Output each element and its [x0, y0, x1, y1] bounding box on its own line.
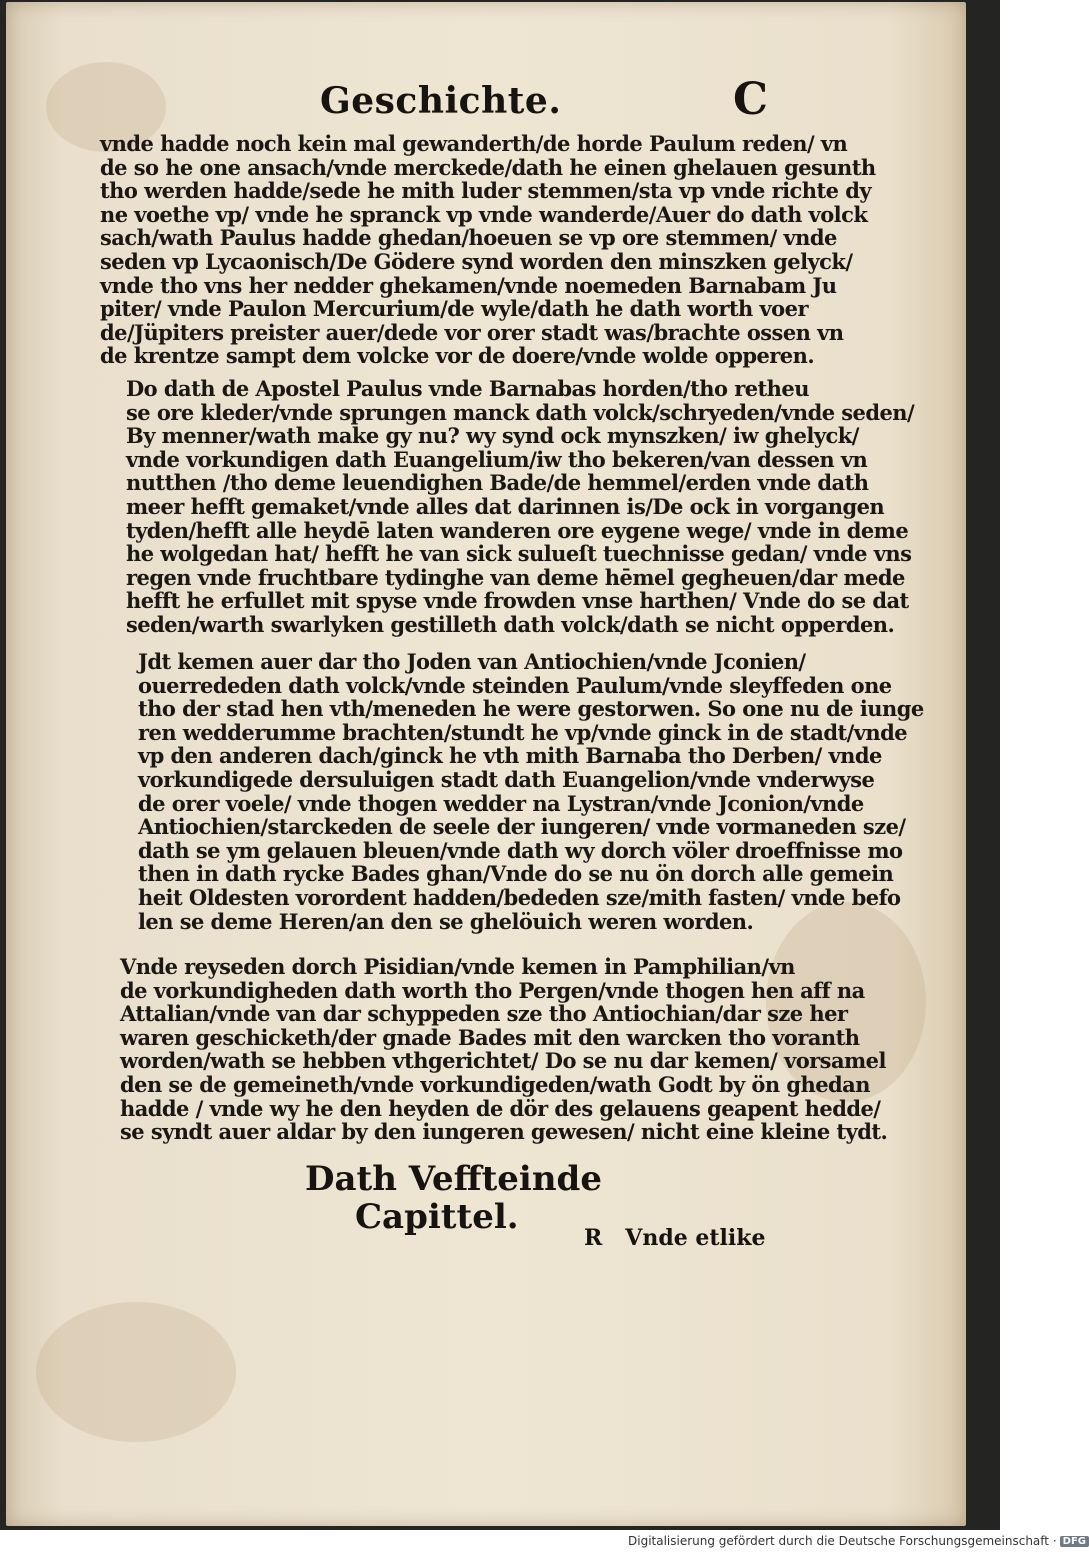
text-line: vnde tho vns her nedder ghekamen/vnde noemeden Barnabam Ju — [100, 272, 837, 298]
signature-catchword: R Vnde etlike — [584, 1225, 766, 1251]
text-line: seden/warth swarlyken gestilleth dath volck/dath se nicht opperden. — [126, 611, 895, 637]
text-line: ren wedderumme brachten/stundt he vp/vnde ginck in de stadt/vnde — [138, 719, 908, 745]
text-line: Antiochien/starckeden de seele der iungeren/ vnde vormaneden sze/ — [138, 814, 906, 840]
text-line: de orer voele/ vnde thogen wedder na Lystran/vnde Jconion/vnde — [138, 790, 864, 816]
text-line: de krentze sampt dem volcke vor de doere/vnde wolde opperen. — [100, 343, 815, 369]
text-line: len se deme Heren/an den se ghelöuich weren worden. — [138, 908, 754, 934]
text-line: Do dath de Apostel Paulus vnde Barnabas horden/tho retheu — [126, 376, 809, 401]
text-line: ne voethe vp/ vnde he spranck vp vnde wanderde/Auer do dath volck — [100, 201, 868, 227]
paper-stain — [36, 1302, 236, 1442]
text-line: seden vp Lycaonisch/De Gödere synd worden den minszken gelyck/ — [100, 248, 853, 274]
text-line: he wolgedan hat/ hefft he van sick sulueſt tuechnisse gedan/ vnde vns — [126, 541, 912, 567]
text-line: nutthen /tho deme leuendighen Bade/de hemmel/erden vnde dath — [126, 470, 869, 496]
paragraph-3 — [138, 649, 924, 934]
text-line: piter/ vnde Paulon Mercurium/de wyle/dath he dath worth voer — [100, 296, 808, 322]
text-line: Jdt kemen auer dar tho Joden van Antiochien/vnde Jconien/ — [138, 649, 806, 674]
text-line: hefft he erfullet mit spyse vnde frowden vnse harthen/ Vnde do se dat — [126, 588, 909, 614]
chapter-title: Dath Veffteinde — [305, 1159, 602, 1199]
text-line: tho werden hadde/sede he mith luder stemmen/sta vp vnde richte dy — [100, 178, 871, 204]
chapter-heading — [305, 1160, 602, 1236]
text-line: vnde vorkundigen dath Euangelium/iw tho bekeren/van dessen vn — [126, 446, 868, 472]
text-line: de so he one ansach/vnde merckede/dath he einen ghelauen gesunth — [100, 154, 876, 180]
text-line: heit Oldesten vorordent hadden/bededen sze/mith fasten/ vnde befo — [138, 884, 901, 910]
text-line: tyden/hefft alle heydē laten wanderen ore eygene wege/ vnde in deme — [126, 517, 909, 543]
running-head: Geschichte. — [320, 80, 562, 122]
text-line: meer hefft gemaket/vnde alles dat darinnen is/De ock in vorgangen — [126, 493, 885, 519]
dfg-logo-icon: DFG — [1060, 1536, 1089, 1547]
text-line: se syndt auer aldar by den iungeren gewesen/ nicht eine kleine tydt. — [120, 1119, 888, 1145]
text-line: vp den anderen dach/ginck he vth mith Barnaba tho Derben/ vnde — [138, 743, 882, 769]
paragraph-4 — [120, 954, 888, 1145]
text-line: then in dath rycke Bades ghan/Vnde do se nu ön dorch alle gemein — [138, 861, 894, 887]
chapter-subtitle: Capittel. — [355, 1197, 519, 1237]
text-line: tho der stad hen vth/meneden he were gestorwen. So one nu de iunge — [138, 696, 924, 722]
text-line: vnde hadde noch kein mal gewanderth/de horde Paulum reden/ vn — [100, 131, 848, 156]
text-line: hadde / vnde wy he den heyden de dör des gelauens geapent hedde/ — [120, 1095, 881, 1121]
text-line: worden/wath se hebben vthgerichtet/ Do se nu dar kemen/ vorsamel — [120, 1048, 886, 1074]
text-line: dath se ym gelauen bleuen/vnde dath wy dorch völer droeffnisse mo — [138, 837, 903, 863]
text-line: ouerrededen dath volck/vnde steinden Paulum/vnde sleyffeden one — [138, 672, 892, 698]
text-line: By menner/wath make gy nu? wy synd ock mynszken/ iw ghelyck/ — [126, 423, 859, 449]
text-line: waren geschicketh/der gnade Bades mit den warcken tho voranth — [120, 1024, 860, 1050]
folio-number: C — [733, 74, 769, 125]
text-line: de/Jüpiters preister auer/dede vor orer stadt was/brachte ossen vn — [100, 319, 844, 345]
funding-footer — [628, 1534, 1089, 1548]
text-line: den se de gemeineth/vnde vorkundigeden/wath Godt by ön ghedan — [120, 1071, 870, 1097]
footer-text: Digitalisierung gefördert durch die Deutsche Forschungsgemeinschaft · — [628, 1534, 1057, 1548]
text-line: vorkundigede dersuluigen stadt dath Euangelion/vnde vnderwyse — [138, 766, 875, 792]
paragraph-2 — [126, 376, 915, 637]
text-line: de vorkundigheden dath worth tho Pergen/vnde thogen hen aff na — [120, 977, 865, 1003]
text-line: Attalian/vnde van dar schyppeden sze tho Antiochian/dar sze her — [120, 1001, 848, 1027]
text-line: se ore kleder/vnde sprungen manck dath volck/schryeden/vnde seden/ — [126, 399, 915, 425]
paragraph-1 — [100, 131, 876, 369]
text-line: Vnde reyseden dorch Pisidian/vnde kemen in Pamphilian/vn — [120, 954, 795, 979]
text-line: regen vnde fruchtbare tydinghe van deme hēmel gegheuen/dar mede — [126, 564, 905, 590]
text-line: sach/wath Paulus hadde ghedan/hoeuen se vp ore stemmen/ vnde — [100, 225, 837, 251]
